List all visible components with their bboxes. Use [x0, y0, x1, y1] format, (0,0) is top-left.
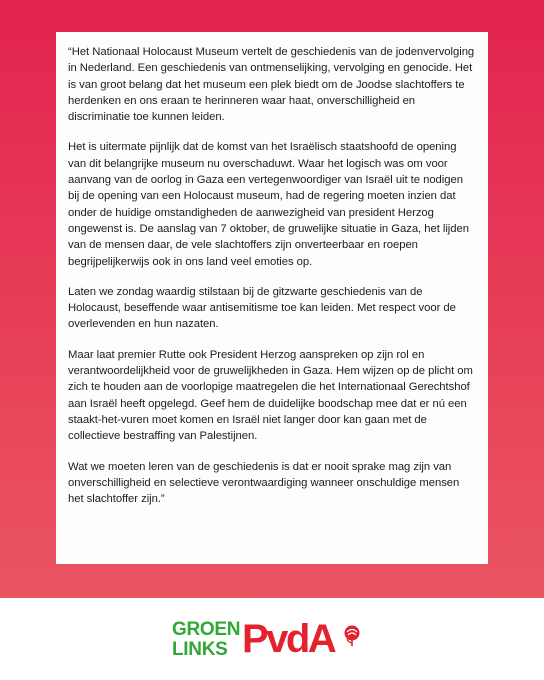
- statement-paragraph-3: Laten we zondag waardig stilstaan bij de gitzwarte geschiedenis van de Holocaust, beseffende waar antisemitisme toe kan leiden. Met respect voor de overlevenden en hun nazaten.: [68, 285, 456, 331]
- statement-paragraph-2: Het is uitermate pijnlijk dat de komst van het Israëlisch staatshoofd de opening van dit belangrijke museum nu overschaduwt. Waar het logisch was om voor aanvang van de oorlog in Gaza een vertegenwoordiger van Israël uit te nodigen bij de opening van een Holocaust museum, had de regering moeten inzien dat onder de huidige omstandigheden de aanwezigheid van president Herzog ongewenst is. De aanslag van 7 oktober, de gruwelijke situatie in Gaza, het lijden van de mensen daar, de vele slachtoffers zijn onverteerbaar en roepen begrijpelijkerwijs ook in ons land veel emoties op.: [68, 141, 469, 268]
- logo-groen-text: GROEN: [172, 619, 241, 640]
- statement-paragraph-4: Maar laat premier Rutte ook President Herzog aanspreken op zijn rol en verantwoordelijkheid voor de gruwelijkheden in Gaza. Hem wijzen op de plicht om zich te houden aan de voorlopige maatregelen die het Internationaal Gerechtshof aan Israël heeft opgelegd. Geef hem de duidelijke boodschap mee dat er nú een staakt-het-vuren moet komen en Israël niet langer door kan gaan met de collectieve bestraffing van Palestijnen.: [68, 348, 473, 443]
- rose-icon: [342, 625, 362, 647]
- logo-pvda-text: PvdA: [242, 617, 335, 661]
- logo-links-text: LINKS: [172, 639, 228, 660]
- groenlinks-pvda-logo: [172, 615, 382, 665]
- statement-paragraph-5: Wat we moeten leren van de geschiedenis is dat er nooit sprake mag zijn van onverschilligheid en selectieve verontwaardiging wanneer onschuldige mensen het slachtoffer zijn.”: [68, 460, 460, 506]
- statement-card: [56, 32, 488, 564]
- statement-paragraph-1: “Het Nationaal Holocaust Museum vertelt de geschiedenis van de jodenvervolging in Nederland. Een geschiedenis van ontmenselijking, vervolging en genocide. Het is van groot belang dat het museum een plek biedt om de Joodse slachtoffers te herdenken en ons eraan te herinneren waar haat, onverschilligheid en discriminatie toe kunnen leiden.: [68, 46, 475, 124]
